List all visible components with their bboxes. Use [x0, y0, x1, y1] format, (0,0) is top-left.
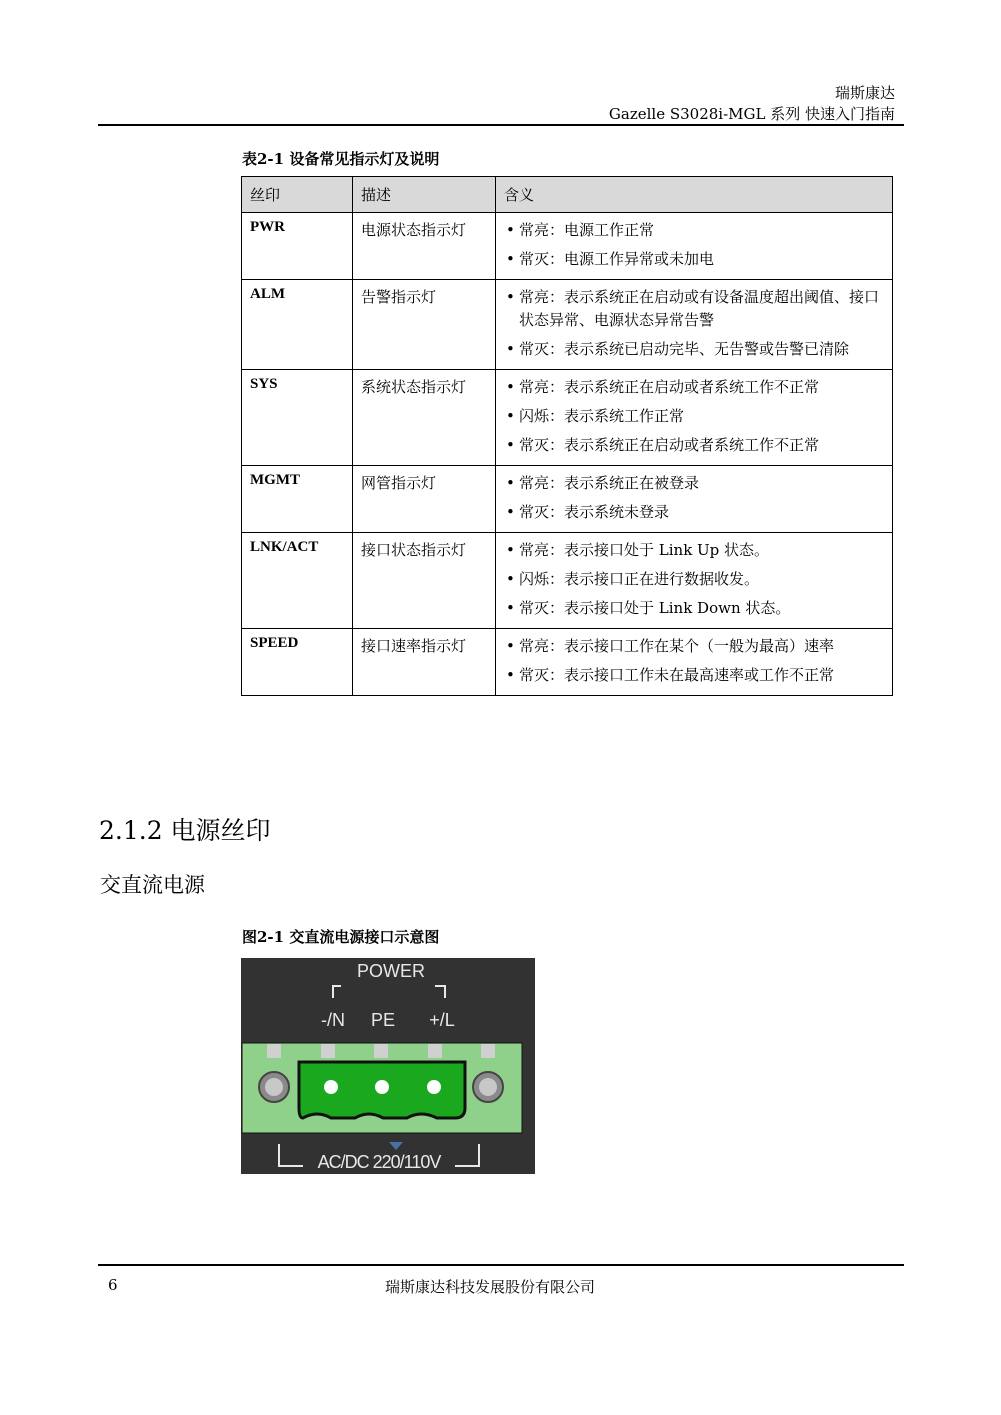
meaning-list-item — [504, 664, 884, 687]
terminal-tab — [267, 1044, 281, 1058]
footer-divider — [98, 1264, 904, 1266]
bullet-icon: • — [506, 378, 515, 396]
table-row — [242, 370, 893, 466]
meaning-text: 常灭：表示系统已启动完毕、无告警或告警已清除 — [519, 340, 850, 358]
pin-label-earth: PE — [370, 1010, 396, 1030]
table-row — [242, 466, 893, 533]
bullet-icon: • — [506, 599, 515, 617]
indicator-label: LNK/ACT — [242, 533, 353, 629]
meaning-text: 常亮：表示系统正在启动或者系统工作不正常 — [519, 378, 820, 396]
meaning-list-item — [504, 219, 884, 242]
terminal-tab — [428, 1044, 442, 1058]
column-header-description: 描述 — [353, 177, 496, 213]
table-header-row — [242, 177, 893, 213]
bullet-icon: • — [506, 221, 515, 239]
bullet-icon: • — [506, 288, 515, 306]
column-header-label: 丝印 — [242, 177, 353, 213]
meaning-list-item — [504, 472, 884, 495]
terminal-hole-earth — [375, 1080, 389, 1094]
meaning-text: 常灭：表示接口处于 Link Down 状态。 — [519, 599, 791, 617]
meaning-text: 常灭：表示系统未登录 — [519, 503, 670, 521]
meaning-text: 常亮：表示接口工作在某个（一般为最高）速率 — [519, 637, 835, 655]
power-connector-illustration — [241, 958, 535, 1174]
meaning-list — [504, 286, 884, 361]
terminal-tab — [374, 1044, 388, 1058]
meaning-text: 闪烁：表示系统工作正常 — [519, 407, 685, 425]
figure-caption: 图2-1 交直流电源接口示意图 — [242, 928, 440, 946]
indicator-meaning — [496, 533, 893, 629]
terminal-hole-neutral — [324, 1080, 338, 1094]
indicator-label: SYS — [242, 370, 353, 466]
terminal-tab — [321, 1044, 335, 1058]
power-label: POWER — [356, 961, 426, 981]
meaning-list-item — [504, 539, 884, 562]
meaning-list-item — [504, 405, 884, 428]
table-row — [242, 213, 893, 280]
meaning-list — [504, 376, 884, 457]
meaning-text: 常灭：表示系统正在启动或者系统工作不正常 — [519, 436, 820, 454]
meaning-text: 常亮：电源工作正常 — [519, 221, 655, 239]
pin-label-live: +/L — [429, 1010, 455, 1030]
indicator-table — [241, 176, 893, 696]
indicator-meaning — [496, 280, 893, 370]
meaning-list-item — [504, 597, 884, 620]
meaning-list-item — [504, 501, 884, 524]
meaning-list-item — [504, 338, 884, 361]
bullet-icon: • — [506, 570, 515, 588]
meaning-text: 常亮：表示系统正在被登录 — [519, 474, 700, 492]
indicator-meaning — [496, 370, 893, 466]
table-row — [242, 629, 893, 696]
header-company: 瑞斯康达 — [834, 84, 895, 102]
meaning-list-item — [504, 248, 884, 271]
bullet-icon: • — [506, 503, 515, 521]
meaning-list-item — [504, 286, 884, 332]
indicator-description: 电源状态指示灯 — [353, 213, 496, 280]
meaning-text: 常灭：表示接口工作未在最高速率或工作不正常 — [519, 666, 835, 684]
meaning-text: 常灭：电源工作异常或未加电 — [519, 250, 715, 268]
indicator-meaning — [496, 629, 893, 696]
indicator-label: SPEED — [242, 629, 353, 696]
bullet-icon: • — [506, 637, 515, 655]
terminal-hole-live — [427, 1080, 441, 1094]
table-row — [242, 533, 893, 629]
pin-label-neutral: -/N — [321, 1010, 345, 1030]
bullet-icon: • — [506, 407, 515, 425]
table-row — [242, 280, 893, 370]
bullet-icon: • — [506, 474, 515, 492]
indicator-description: 接口状态指示灯 — [353, 533, 496, 629]
meaning-list-item — [504, 376, 884, 399]
mounting-screw-right-head — [479, 1078, 497, 1096]
header-divider — [98, 124, 904, 126]
table-caption: 表2-1 设备常见指示灯及说明 — [242, 150, 440, 168]
indicator-description: 告警指示灯 — [353, 280, 496, 370]
indicator-label: PWR — [242, 213, 353, 280]
bullet-icon: • — [506, 541, 515, 559]
indicator-description: 网管指示灯 — [353, 466, 496, 533]
meaning-text: 闪烁：表示接口正在进行数据收发。 — [519, 570, 760, 588]
page-number: 6 — [108, 1276, 118, 1294]
terminal-tab — [481, 1044, 495, 1058]
indicator-description: 接口速率指示灯 — [353, 629, 496, 696]
bullet-icon: • — [506, 436, 515, 454]
meaning-list — [504, 472, 884, 524]
meaning-list — [504, 635, 884, 687]
power-connector-figure — [241, 958, 535, 1174]
meaning-list-item — [504, 635, 884, 658]
bullet-icon: • — [506, 666, 515, 684]
power-rating-label: AC/DC 220/110V — [317, 1152, 441, 1172]
meaning-text: 常亮：表示接口处于 Link Up 状态。 — [519, 541, 770, 559]
bullet-icon: • — [506, 340, 515, 358]
meaning-list — [504, 219, 884, 271]
header-document-title: Gazelle S3028i-MGL 系列 快速入门指南 — [608, 105, 895, 123]
meaning-list-item — [504, 568, 884, 591]
indicator-meaning — [496, 466, 893, 533]
section-title: 2.1.2 电源丝印 — [99, 816, 271, 845]
column-header-meaning: 含义 — [496, 177, 893, 213]
meaning-list — [504, 539, 884, 620]
footer-company: 瑞斯康达科技发展股份有限公司 — [385, 1278, 596, 1296]
meaning-list-item — [504, 434, 884, 457]
mounting-screw-left-head — [265, 1078, 283, 1096]
bullet-icon: • — [506, 250, 515, 268]
indicator-label: MGMT — [242, 466, 353, 533]
meaning-text: 常亮：表示系统正在启动或有设备温度超出阈值、接口状态异常、电源状态异常告警 — [519, 288, 880, 329]
indicator-label: ALM — [242, 280, 353, 370]
subsection-title: 交直流电源 — [100, 873, 205, 897]
indicator-meaning — [496, 213, 893, 280]
indicator-description: 系统状态指示灯 — [353, 370, 496, 466]
